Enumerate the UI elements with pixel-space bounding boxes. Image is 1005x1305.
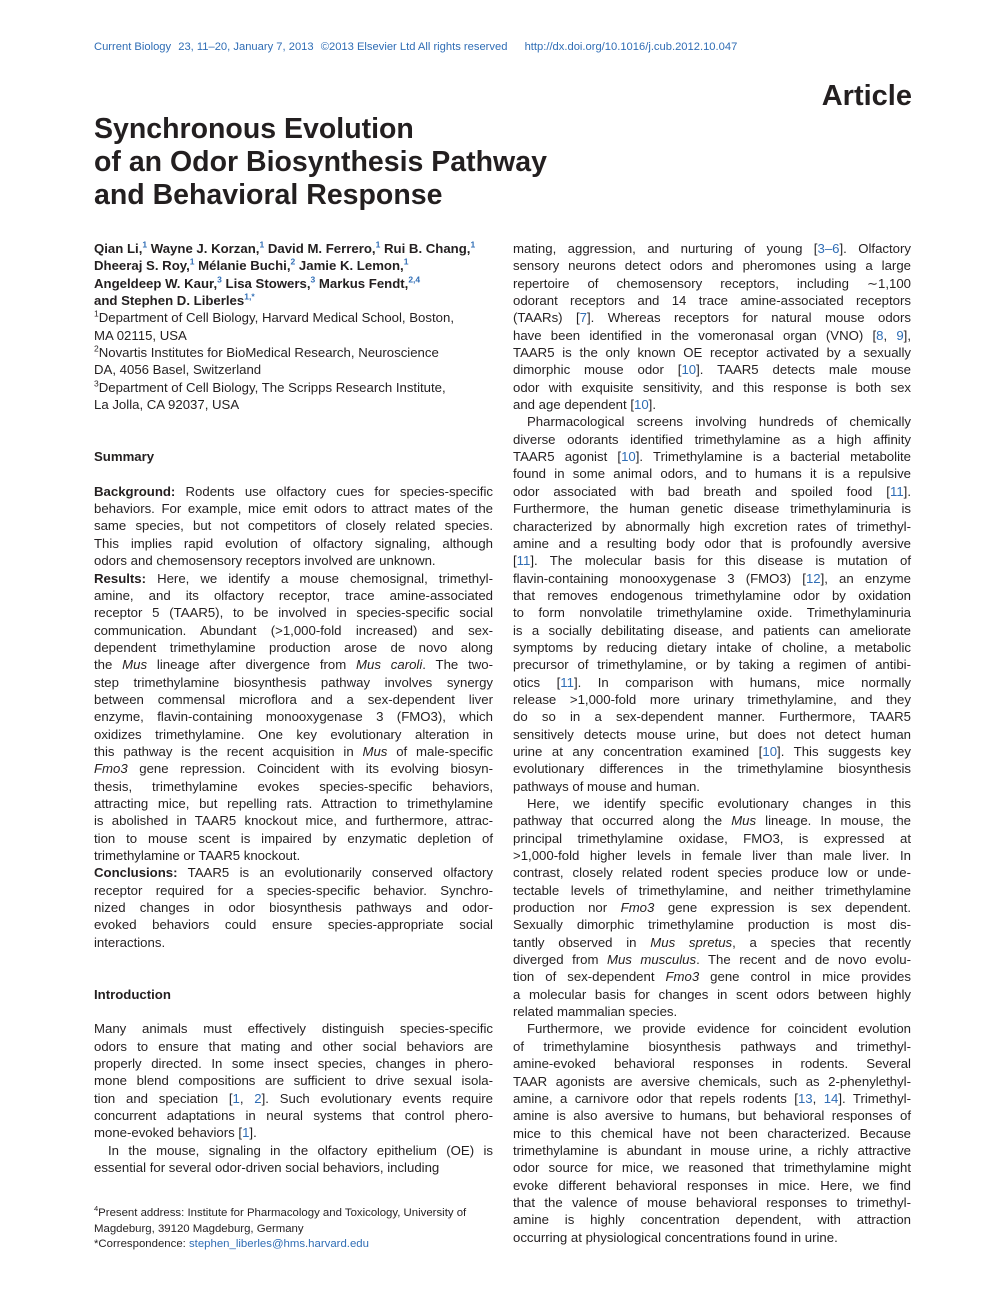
text-line: evolutionary differences in the trimethylamine biosynthesis <box>513 761 911 777</box>
text-line: Furthermore, the human genetic disease trimethylaminuria is <box>513 501 911 517</box>
text-line: characterized by abnormally high excretion rates of trimethyl- <box>513 518 911 534</box>
running-header <box>94 41 741 53</box>
author-line: and Stephen D. Liberles$^{1,*}$ <box>94 291 255 309</box>
text-line: Conclusions: TAAR5 is an evolutionarily conserved olfactory <box>94 865 493 881</box>
text-line: Sexually dimorphic trimethylamine production is most dis- <box>513 917 911 933</box>
copyright: ©2013 Elsevier Ltd All rights reserved <box>320 41 508 53</box>
text-line: repertoire of chemosensory receptors, including ∼1,100 <box>513 275 911 291</box>
text-line: mice to this chemical have not been characterized. Because <box>513 1125 911 1141</box>
text-line: dependent trimethylamine production arose de novo along <box>94 639 493 655</box>
author-line: Qian Li,$^1$ Wayne J. Korzan,$^1$ David M. Ferrero,$^1$ Rui B. Chang,$^1$ <box>94 239 476 256</box>
text-line: the Mus lineage after divergence from Mus caroli. The two- <box>94 657 494 673</box>
author-line: Dheeraj S. Roy,$^1$ Mélanie Buchi,$^2$ Jamie K. Lemon,$^1$ <box>94 256 409 274</box>
author-line: Angeldeep W. Kaur,$^3$ Lisa Stowers,$^3$ Markus Fendt,$^{2,4}$ <box>94 274 421 291</box>
text-line: tion and speciation [1, 2]. Such evolutionary events require <box>94 1090 493 1106</box>
summary-label: Conclusions: <box>94 865 178 881</box>
text-line: principal trimethylamine oxidase, FMO3, is expressed at <box>513 830 911 846</box>
text-line: that removes endogenous trimethylamine odor by oxidation <box>513 587 911 603</box>
introduction-text <box>94 1020 493 1176</box>
author-list <box>94 240 493 309</box>
text-line: Results: Here, we identify a mouse chemosignal, trimethyl- <box>94 570 493 586</box>
text-line: found in some animal odors, and to humans it is a repulsive <box>513 466 911 482</box>
left-column <box>94 240 493 1177</box>
text-line: amine and a resulting body odor that is profoundly aversive <box>513 535 911 551</box>
text-line: is abolished in TAAR5 knockout mice, and furthermore, attrac- <box>94 813 493 829</box>
text-line: This implies rapid evolution of olfactory signaling, although <box>94 535 493 551</box>
text-line: trimethylamine is abundant in mouse urine, a richly attractive <box>513 1142 911 1158</box>
text-line: step trimethylamine biosynthesis pathway involves synergy <box>94 674 493 690</box>
text-line: is a socially debilitating disease, and patients can ameliorate <box>513 622 911 638</box>
text-line: have been identified in the vomeronasal organ (VNO) [8, 9], <box>513 327 911 343</box>
text-line: concurrent adaptations in neural systems that control phero- <box>94 1108 493 1124</box>
text-line: evoke different behavioral responses in mice. Here, we find <box>513 1177 911 1193</box>
reference-link[interactable]: 10 <box>634 397 649 413</box>
summary-heading: Summary <box>94 449 155 465</box>
text-line: essential for several odor-driven social behaviors, including <box>94 1160 440 1176</box>
affiliation-item: $^3$Department of Cell Biology, The Scripps Research Institute, La Jolla, CA 92037, USA <box>94 378 446 413</box>
reference-link[interactable]: 3–6 <box>817 241 840 256</box>
right-column-text <box>513 240 911 1246</box>
title-line: of an Odor Biosynthesis Pathway <box>94 146 547 178</box>
text-line: nized changes in odor biosynthesis pathways and odor- <box>94 900 493 916</box>
text-line: amine is highly concentration dependent, with attraction <box>513 1212 911 1228</box>
text-line: TAAR agonists are aversive chemicals, such as 2-phenylethyl- <box>513 1073 911 1089</box>
text-line: Many animals must effectively distinguish species-specific <box>94 1021 493 1037</box>
reference-link[interactable]: 1 <box>232 1090 240 1106</box>
text-line: diverse odorants identified trimethylamine as a high affinity <box>513 431 911 447</box>
text-line: release >1,000-fold more urinary trimethylamine, and they <box>513 691 911 707</box>
text-line: dimorphic mouse odor [10]. TAAR5 detects male mouse <box>513 362 911 378</box>
journal-name[interactable]: Current Biology <box>94 41 172 53</box>
title-line: Synchronous Evolution <box>94 113 414 145</box>
text-line: receptor 5 (TAAR5), to be involved in species-specific social <box>94 605 493 621</box>
citation: 23, 11–20, January 7, 2013 <box>178 41 314 53</box>
doi-link[interactable]: http://dx.doi.org/10.1016/j.cub.2012.10.047 <box>524 41 738 53</box>
text-line: Fmo3 gene repression. Coincident with its evolving biosyn- <box>94 761 493 777</box>
text-line: and age dependent [10]. <box>513 397 656 413</box>
reference-link[interactable]: 9 <box>896 327 904 343</box>
text-line: thesis, trimethylamine evokes species-specific behaviors, <box>94 778 493 794</box>
text-line: amine-evoked behavioral responses in rodents. Several <box>513 1056 911 1072</box>
italic-term: Fmo3 <box>665 969 700 985</box>
introduction-heading: Introduction <box>94 987 171 1003</box>
summary-text <box>94 483 493 951</box>
text-line: >1,000-fold higher levels in female liver than male liver. In <box>513 848 911 864</box>
text-line: do so in a sex-dependent manner. Furthermore, TAAR5 <box>513 709 911 725</box>
present-address-note: $^4$Present address: Institute for Pharmacology and Toxicology, University of Magdeburg, 39120 Magdeburg, Germany <box>94 1204 467 1235</box>
text-line: (TAARs) [7]. Whereas receptors for natural mouse odors <box>513 310 911 326</box>
reference-link[interactable]: 10 <box>621 449 636 465</box>
text-line: evoked behaviors could ensure species-appropriate social <box>94 917 493 933</box>
text-line: Furthermore, we provide evidence for coincident evolution <box>527 1021 911 1037</box>
italic-term: Fmo3 <box>620 900 655 916</box>
text-line: TAAR5 agonist [10]. Trimethylamine is a bacterial metabolite <box>513 449 911 465</box>
text-line: In the mouse, signaling in the olfactory epithelium (OE) is <box>108 1142 493 1158</box>
text-line: trimethylamine or TAAR5 knockout. <box>94 848 301 863</box>
text-line: precursor of trimethylamine, or by taking a regimen of antibi- <box>513 657 911 673</box>
italic-term: Mus spretus <box>650 934 733 950</box>
text-line: production nor Fmo3 gene expression is sex dependent. <box>513 900 911 916</box>
affiliations <box>94 309 493 413</box>
correspondence-note: *Correspondence: stephen_liberles@hms.harvard.edu <box>94 1238 369 1251</box>
italic-term: Mus musculus <box>606 952 697 968</box>
text-line: odorant receptors and 14 trace amine-associated receptors <box>513 293 911 309</box>
summary-label: Results: <box>94 570 147 586</box>
correspondence-email[interactable]: stephen_liberles@hms.harvard.edu <box>188 1238 369 1251</box>
text-line: amine is also aversive to humans, but behavioral responses of <box>513 1108 911 1124</box>
text-line: properly directed. In some insect species, changes in phero- <box>94 1056 493 1072</box>
text-line: communication. Abundant (>1,000-fold increased) and sex- <box>94 622 493 638</box>
italic-term: Fmo3 <box>94 761 128 777</box>
text-line: [11]. The molecular basis for this disease is mutation of <box>513 553 911 569</box>
text-line: of trimethylamine biosynthesis pathways and trimethyl- <box>513 1038 911 1054</box>
text-line: mating, aggression, and nurturing of young [3–6]. Olfactory <box>513 241 911 256</box>
summary-label: Background: <box>94 483 176 499</box>
text-line: symptoms by reducing dietary intake of choline, a metabolic <box>513 639 911 655</box>
text-line: behaviors. For example, mice emit odors to attract mates of the <box>94 501 493 517</box>
text-line: attracting mice, but repelling rats. Attraction to trimethylamine <box>94 795 493 811</box>
reference-link[interactable]: 2 <box>254 1090 262 1106</box>
text-line: odor associated with bad breath and spoiled food [11]. <box>513 483 911 499</box>
right-column <box>513 240 911 1246</box>
reference-link[interactable]: 10 <box>681 362 697 378</box>
italic-term: Mus caroli <box>356 657 423 673</box>
text-line: sensitively detects mouse urine, but does not detect human <box>513 726 911 742</box>
affiliation-item: $^2$Novartis Institutes for BioMedical Research, Neuroscience DA, 4056 Basel, Switzerland <box>94 343 439 378</box>
text-line: sensory neurons detect odors and pheromones using a large <box>513 258 911 274</box>
affiliation-item: $^1$Department of Cell Biology, Harvard Medical School, Boston, MA 02115, USA <box>94 308 454 343</box>
text-line: pathways of mouse and human. <box>513 778 700 794</box>
text-line: interactions. <box>94 934 166 950</box>
reference-link[interactable]: 11 <box>560 674 574 690</box>
text-line: tectable levels of trimethylamine, and neither trimethylamine <box>513 882 911 898</box>
text-line: TAAR5 is the only known OE receptor activated by a sexually <box>513 345 911 361</box>
text-line: tion to mouse scent is impaired by enzymatic depletion of <box>94 830 493 846</box>
text-line: amine, and its olfactory receptor, trace amine-associated <box>94 587 493 603</box>
text-line: odors to ensure that mating and other social behaviors are <box>94 1038 493 1054</box>
title-line: and Behavioral Response <box>94 179 443 211</box>
text-line: tion of sex-dependent Fmo3 gene control in mice provides <box>513 969 911 985</box>
text-line: Background: Rodents use olfactory cues for species-specific <box>94 483 493 499</box>
article-title <box>94 113 654 212</box>
text-line: that the valence of mouse behavioral responses to trimethyl- <box>513 1194 911 1210</box>
text-line: this pathway is the recent acquisition in Mus of male-specific <box>94 743 493 759</box>
text-line: contrast, closely related rodent species produce low or unde- <box>513 865 911 881</box>
text-line: to form nonvolatile trimethylamine oxide. Trimethylaminuria <box>513 605 911 621</box>
text-line: enzyme, flavin-containing monooxygenase 3 (FMO3), which <box>94 709 493 725</box>
text-line: odor source for mice, we reasoned that trimethylamine might <box>513 1160 911 1176</box>
text-line: Pharmacological screens involving hundreds of chemically <box>527 414 911 430</box>
text-line: a molecular basis for changes in scent odors between highly <box>513 986 911 1002</box>
reference-link[interactable]: 12 <box>805 570 821 586</box>
text-line: Here, we identify specific evolutionary changes in this <box>527 796 911 811</box>
text-line: mone-evoked behaviors [1]. <box>94 1125 257 1141</box>
text-line: amine, a carnivore odor that repels rodents [13, 14]. Trimethyl- <box>513 1090 912 1106</box>
text-line: between commensal microflora and a sex-dependent liver <box>94 691 493 707</box>
text-line: diverged from Mus musculus. The recent and de novo evolu- <box>513 952 911 968</box>
text-line: odors and chemosensory receptors involved are unknown. <box>94 553 436 569</box>
italic-term: Mus <box>731 813 757 829</box>
reference-link[interactable]: 11 <box>889 483 904 499</box>
text-line: tantly observed in Mus spretus, a species that recently <box>513 934 911 950</box>
italic-term: Mus <box>122 657 148 673</box>
reference-link[interactable]: 7 <box>579 310 588 326</box>
text-line: mone blend compositions are sufficient to drive sexual isola- <box>94 1073 493 1089</box>
text-line: pathway that occurred along the Mus lineage. In mouse, the <box>513 813 912 829</box>
reference-link[interactable]: 10 <box>762 743 778 759</box>
text-line: urine at any concentration examined [10]. This suggests key <box>513 743 911 759</box>
article-type-label: Article <box>821 80 912 112</box>
text-line: occurring at physiological concentrations found in urine. <box>513 1229 838 1245</box>
text-line: related mammalian species. <box>513 1004 678 1020</box>
text-line: flavin-containing monooxygenase 3 (FMO3) [12], an enzyme <box>513 570 911 586</box>
text-line: oxidizes trimethylamine. One key evolutionary alteration in <box>94 726 493 742</box>
footnotes <box>94 1206 494 1253</box>
text-line: receptor required for a species-specific behavior. Synchro- <box>94 882 493 898</box>
reference-link[interactable]: 13 <box>797 1090 813 1106</box>
reference-link[interactable]: 11 <box>516 553 531 569</box>
italic-term: Mus <box>362 743 388 759</box>
reference-link[interactable]: 8 <box>876 327 884 343</box>
reference-link[interactable]: 14 <box>823 1090 839 1106</box>
text-line: odor with exquisite sensitivity, and this response is both sex <box>513 379 911 395</box>
reference-link[interactable]: 1 <box>242 1125 250 1141</box>
text-line: otics [11]. In comparison with humans, mice normally <box>513 674 911 690</box>
text-line: same species, but not competitors of closely related species. <box>94 518 493 534</box>
